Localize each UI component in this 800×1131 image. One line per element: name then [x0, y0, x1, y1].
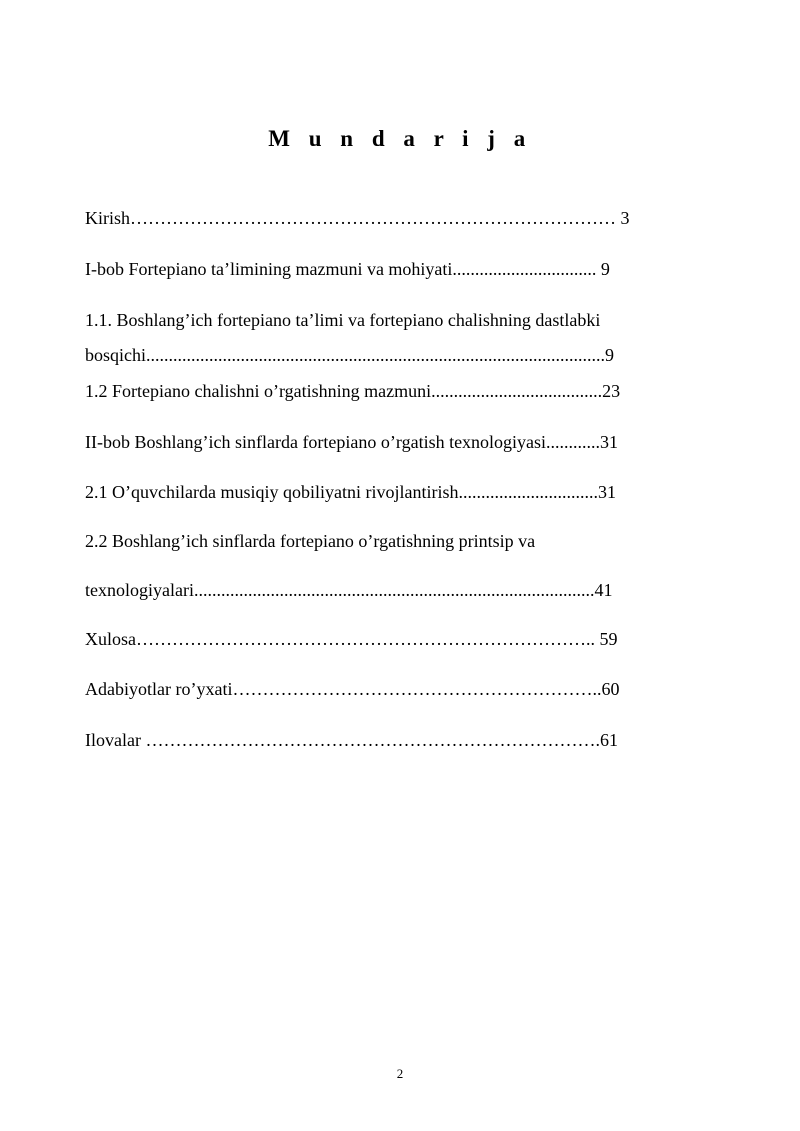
- toc-entry-section-2-2-continued: texnologiyalari.........................................................................................41: [85, 580, 613, 600]
- toc-entry-section-1-1-continued: bosqichi......................................................................................................9: [85, 345, 614, 365]
- toc-entry-xulosa: Xulosa………………………………………………………………….. 59: [85, 629, 618, 649]
- toc-entry-chapter-2: II-bob Boshlang’ich sinflarda fortepiano o’rgatish texnologiyasi............31: [85, 432, 619, 452]
- toc-entry-section-1-2: 1.2 Fortepiano chalishni o’rgatishning mazmuni......................................23: [85, 381, 621, 401]
- toc-entry-section-2-1: 2.1 O’quvchilarda musiqiy qobiliyatni rivojlantirish...............................31: [85, 482, 616, 502]
- page-title: M u n d a r i j a: [268, 126, 532, 151]
- toc-entry-kirish: Kirish……………………………………………………………………… 3: [85, 208, 630, 228]
- page-number: 2: [396, 1066, 404, 1081]
- toc-entry-section-1-1: 1.1. Boshlang’ich fortepiano ta’limi va fortepiano chalishning dastlabki: [85, 310, 601, 330]
- toc-entry-chapter-1: I-bob Fortepiano ta’limining mazmuni va mohiyati................................ 9: [85, 259, 610, 279]
- toc-entry-ilovalar: Ilovalar ………………………………………………………………….61: [85, 730, 618, 750]
- toc-entry-adabiyotlar: Adabiyotlar ro’yxati……………………………………………………..60: [85, 679, 620, 699]
- toc-entry-section-2-2: 2.2 Boshlang’ich sinflarda fortepiano o’rgatishning printsip va: [85, 531, 536, 551]
